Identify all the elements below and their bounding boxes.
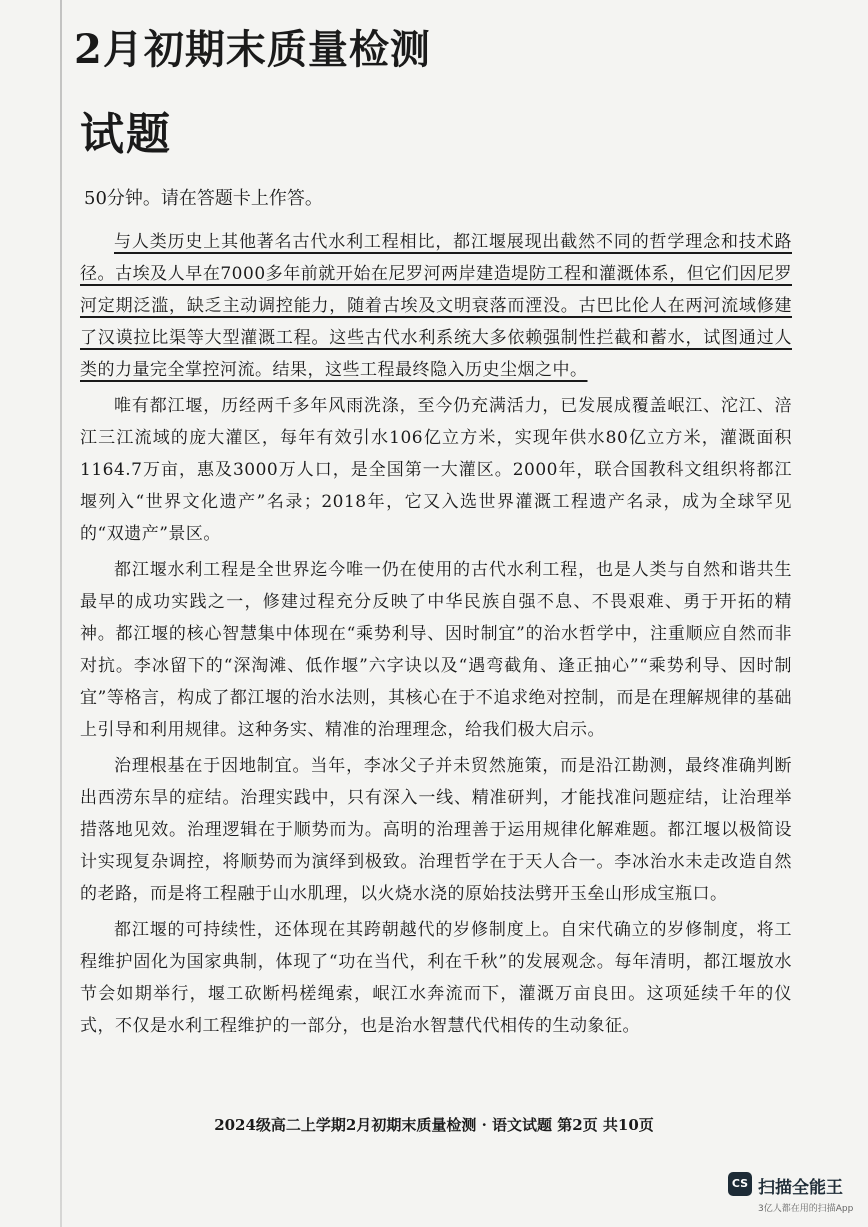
paragraph-4: 治理根基在于因地制宜。当年，李冰父子并未贸然施策，而是沿江勘测，最终准确判断出西涝东旱的症结。治理实践中，只有深入一线、精准研判，才能找准问题症结，让治理举措落地见效。治理逻辑在于顺势而为。高明的治理善于运用规律化解难题。都江堰以极简设计实现复杂调控，将顺势而为演绎到极致。治理哲学在于天人合一。李冰治水未走改造自然的老路，而是将工程融于山水肌理，以火烧水浇的原始技法劈开玉垒山形成宝瓶口。	[80, 756, 792, 904]
paragraph-1: 与人类历史上其他著名古代水利工程相比，都江堰展现出截然不同的哲学理念和技术路径。古埃及人早在7000多年前就开始在尼罗河两岸建造堤防工程和灌溉体系，但它们因尼罗河定期泛滥，缺乏主动调控能力，随着古埃及文明衰落而湮没。古巴比伦人在两河流域修建了汉谟拉比渠等大型灌溉工程。这些古代水利系统大多依赖强制性拦截和蓄水，试图通过人类的力量完全掌控河流。结果，这些工程最终隐入历史尘烟之中。	[80, 232, 792, 380]
paragraph-3: 都江堰水利工程是全世界迄今唯一仍在使用的古代水利工程，也是人类与自然和谐共生最早的成功实践之一，修建过程充分反映了中华民族自强不息、不畏艰难、勇于开拓的精神。都江堰的核心智慧集中体现在“乘势利导、因时制宜”的治水哲学中，注重顺应自然而非对抗。李冰留下的“深淘滩、低作堰”六字诀以及“遇弯截角、逢正抽心”“乘势利导、因时制宜”等格言，构成了都江堰的治水法则，其核心在于不追求绝对控制，而是在理解规律的基础上引导和利用规律。这种务实、精准的治理理念，给我们极大启示。	[80, 560, 792, 740]
camscanner-logo-icon: CS	[728, 1172, 752, 1196]
exam-subtitle: 试题	[80, 109, 172, 160]
watermark-app-name: 扫描全能王	[758, 1178, 843, 1198]
passage	[80, 226, 792, 1046]
watermark-tagline: 3亿人都在用的扫描App	[758, 1204, 854, 1214]
binding-margin-line	[60, 0, 62, 1227]
page-footer: 2024级高二上学期2月初期末质量检测 · 语文试题 第2页 共10页	[214, 1116, 654, 1134]
exam-instruction: 50分钟。请在答题卡上作答。	[84, 188, 323, 209]
exam-title: 2月初期末质量检测	[74, 26, 431, 73]
paragraph-2: 唯有都江堰，历经两千多年风雨洗涤，至今仍充满活力，已发展成覆盖岷江、沱江、涪江三江流域的庞大灌区，每年有效引水106亿立方米，实现年供水80亿立方米，灌溉面积1164.7万亩，惠及3000万人口，是全国第一大灌区。2000年，联合国教科文组织将都江堰列入“世界文化遗产”名录；2018年，它又入选世界灌溉工程遗产名录，成为全球罕见的“双遗产”景区。	[80, 396, 792, 544]
paragraph-5: 都江堰的可持续性，还体现在其跨朝越代的岁修制度上。自宋代确立的岁修制度，将工程维护固化为国家典制，体现了“功在当代，利在千秋”的发展观念。每年清明，都江堰放水节会如期举行，堰工砍断杩槎绳索，岷江水奔流而下，灌溉万亩良田。这项延续千年的仪式，不仅是水利工程维护的一部分，也是治水智慧代代相传的生动象征。	[80, 920, 792, 1036]
